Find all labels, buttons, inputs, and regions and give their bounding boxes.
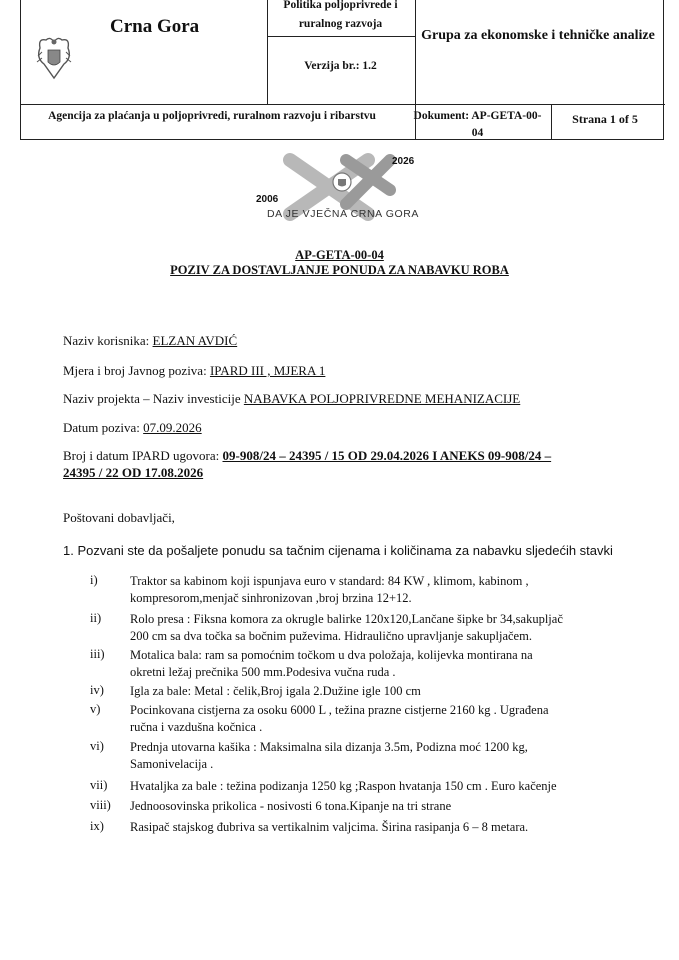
item-text-line1: Rolo presa : Fiksna komora za okrugle balirke 120x120,Lančane šipke br 34,sakupljač — [130, 612, 563, 626]
field-mjera — [63, 363, 325, 379]
page-indicator: Strana 1 of 5 — [572, 112, 638, 126]
item-text-line2: 200 cm sa dva točka sa bočnim puževima. Hidraulično upravljanje sakupljačem. — [130, 629, 532, 643]
field-korisnik — [63, 333, 237, 349]
item-text-line1: Igla za bale: Metal : čelik,Broj igala 2.Dužine igle 100 cm — [130, 684, 421, 698]
ministry-fragment: Politika poljoprivrede i ruralnog razvoja — [283, 0, 398, 30]
item-number: i) — [90, 573, 98, 587]
item-text-line1: Motalica bala: ram sa pomoćnim točkom u dva položaja, kolijevka montirana na — [130, 648, 533, 662]
item-text-line1: Prednja utovarna kašika : Maksimalna sila dizanja 3.5m, Podizna moć 1200 kg, — [130, 740, 528, 754]
item-text-line2: okretni ležaj prečnika 500 mm.Podesiva vučna ruda . — [130, 665, 396, 679]
document-title: POZIV ZA DOSTAVLJANJE PONUDA ZA NABAVKU ROBA — [170, 263, 509, 277]
field-ugovor-value-line2: 24395 / 22 OD 17.08.2026 — [63, 465, 204, 480]
country-name: Crna Gora — [110, 16, 200, 37]
field-datum-value: 07.09.2026 — [143, 420, 202, 435]
item-text-line1: Rasipač stajskog đubriva sa vertikalnim valjcima. Širina rasipanja 6 – 8 metara. — [130, 820, 529, 834]
field-projekat — [63, 391, 520, 407]
field-ugovor-cont — [63, 465, 203, 481]
item-text-line2: ručna i vazdušna kočnica . — [130, 720, 263, 734]
item-number: v) — [90, 702, 101, 716]
coat-of-arms-icon — [34, 34, 74, 82]
item-number: viii) — [90, 798, 111, 812]
item-text-line1: Pocinkovana cistjerna za osoku 6000 L , težina prazne cistjerne 2160 kg . Ugrađena — [130, 703, 549, 717]
item-number: iv) — [90, 683, 104, 697]
group-name: Grupa za ekonomske i tehničke analize — [421, 28, 655, 43]
item-text-line1: Traktor sa kabinom koji ispunjava euro v standard: 84 KW , klimom, kabinom , — [130, 574, 529, 588]
item-text-line2: Samonivelacija . — [130, 757, 214, 771]
logo-year-start: 2006 — [256, 194, 279, 205]
item-number: vii) — [90, 778, 108, 792]
field-ugovor — [63, 448, 551, 464]
item-text-line1: Hvataljka za bale : težina podizanja 1250 kg ;Raspon hvatanja 150 cm . Euro kačenje — [130, 779, 557, 793]
version-label: Verzija br.: 1.2 — [304, 60, 377, 72]
greeting: Poštovani dobavljači, — [63, 510, 175, 525]
agency-name: Agencija za plaćanja u poljoprivredi, ruralnom razvoju i ribarstvu — [48, 110, 376, 122]
field-mjera-label: Mjera i broj Javnog poziva: — [63, 363, 210, 378]
field-korisnik-value: ELZAN AVDIĆ — [152, 333, 238, 348]
field-korisnik-label: Naziv korisnika: — [63, 333, 153, 348]
document-code: Dokument: AP-GETA-00-04 — [413, 110, 542, 139]
field-datum — [63, 420, 202, 436]
point-1: 1. Pozvani ste da pošaljete ponudu sa tačnim cijenama i količinama za nabavku sljedećih stavki — [63, 543, 613, 558]
logo-motto: DA JE VJEČNA CRNA GORA — [266, 208, 420, 220]
field-ugovor-value-line1: 09-908/24 – 24395 / 15 OD 29.04.2026 I ANEKS 09-908/24 – — [222, 448, 552, 463]
document-code-title: AP-GETA-00-04 — [295, 248, 384, 262]
item-text-line1: Jednoosovinska prikolica - nosivosti 6 tona.Kipanje na tri strane — [130, 799, 452, 813]
field-mjera-value: IPARD III , MJERA 1 — [209, 363, 326, 378]
item-text-line2: kompresorom,menjač sinhronizovan ,broj brzina 12+12. — [130, 591, 412, 605]
field-projekat-value: NABAVKA POLJOPRIVREDNE MEHANIZACIJE — [243, 391, 521, 406]
item-number: ix) — [90, 819, 104, 833]
field-datum-label: Datum poziva: — [63, 420, 144, 435]
logo-year-end: 2026 — [392, 156, 415, 167]
item-number: vi) — [90, 739, 104, 753]
item-number: iii) — [90, 647, 105, 661]
field-projekat-label: Naziv projekta – Naziv investicije — [63, 391, 244, 406]
field-ugovor-label: Broj i datum IPARD ugovora: — [63, 448, 223, 463]
item-number: ii) — [90, 611, 102, 625]
